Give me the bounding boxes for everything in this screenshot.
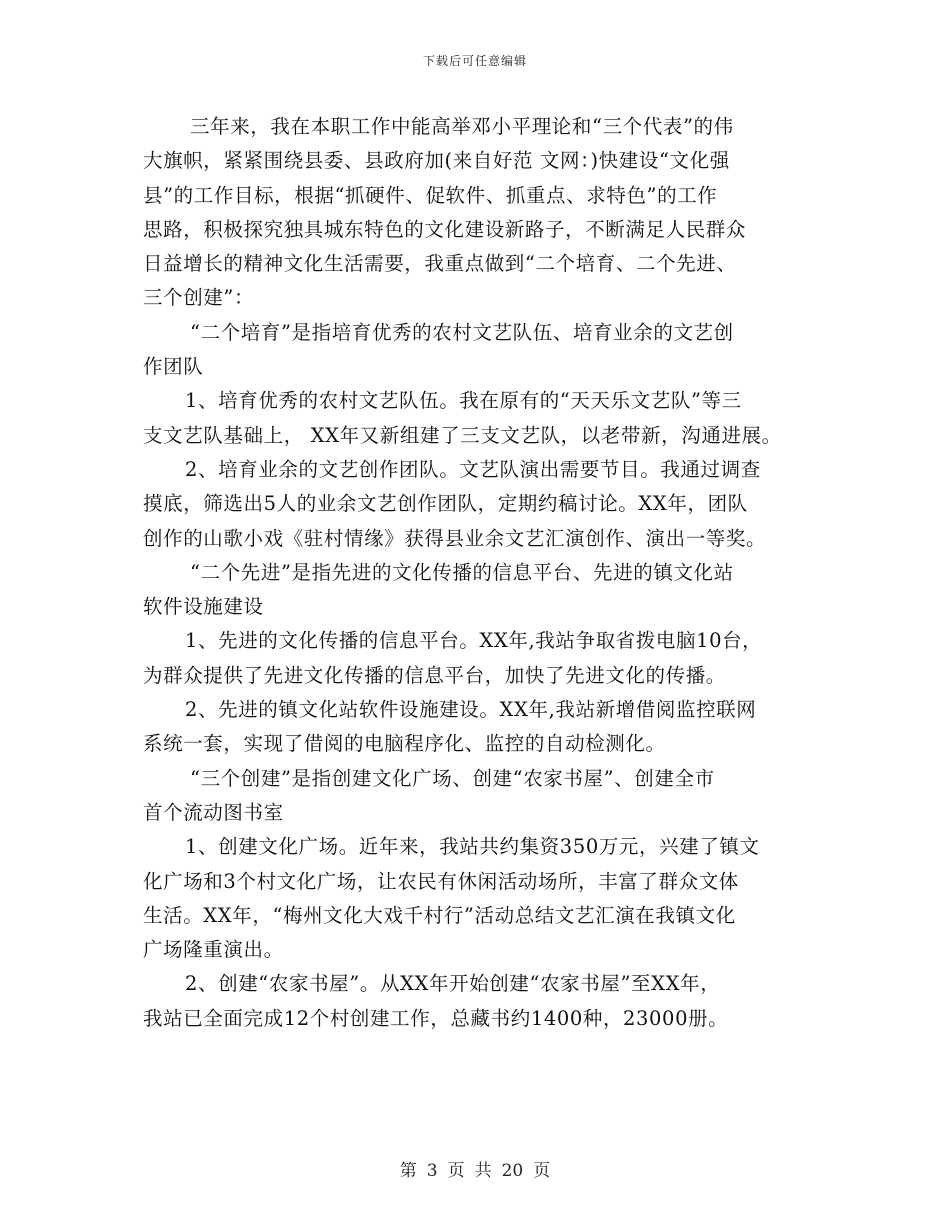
paragraph-line: 化广场和3个村文化广场，让农民有休闲活动场所，丰富了群众文体 [143, 869, 739, 893]
paragraph-line: 大旗帜，紧紧围绕县委、县政府加(来自好范 文网：)快建设“文化强 [143, 149, 730, 173]
section-heading-line: “二个培育”是指培育优秀的农村文艺队伍、培育业余的文艺创 [190, 320, 734, 344]
current-page-number: 3 [426, 1161, 438, 1181]
paragraph-line: 系统一套，实现了借阅的电脑程序化、监控的自动检测化。 [143, 732, 666, 756]
paragraph-line: 1、先进的文化传播的信息平台。XX年,我站争取省拨电脑10台， [185, 629, 763, 653]
paragraph-line: 日益增长的精神文化生活需要，我重点做到“二个培育、二个先进、 [143, 252, 737, 276]
paragraph-line: 2、先进的镇文化站软件设施建设。XX年,我站新增借阅监控联网 [185, 698, 757, 722]
paragraph-line: 三个创建”： [143, 286, 255, 310]
paragraph-line: 县”的工作目标，根据“抓硬件、促软件、抓重点、求特色”的工作 [143, 183, 718, 207]
page-label-mid: 页 [447, 1161, 465, 1181]
section-heading-line: “二个先进”是指先进的文化传播的信息平台、先进的镇文化站 [190, 560, 734, 584]
section-heading-line: 软件设施建设 [143, 595, 264, 619]
paragraph-line: 思路，积极探究独具城东特色的文化建设新路子，不断满足人民群众 [143, 217, 747, 241]
section-heading-line: 首个流动图书室 [143, 800, 284, 824]
paragraph-line: 支文艺队基础上， XX年又新组建了三支文艺队，以老带新，沟通进展。 [143, 423, 782, 447]
total-label-suffix: 页 [533, 1161, 551, 1181]
paragraph-line: 我站已全面完成12个村创建工作，总藏书约1400种，23000册。 [143, 1006, 729, 1030]
section-heading-line: 作团队 [143, 355, 204, 379]
paragraph-line: 2、创建“农家书屋”。从XX年开始创建“农家书屋”至XX年， [185, 972, 721, 996]
paragraph-line: 为群众提供了先进文化传播的信息平台，加快了先进文化的传播。 [143, 663, 726, 687]
paragraph-line: 摸底，筛选出5人的业余文艺创作团队，定期约稿讨论。XX年，团队 [143, 492, 748, 516]
paragraph-line: 三年来，我在本职工作中能高举邓小平理论和“三个代表”的伟 [190, 115, 734, 138]
paragraph-line: 1、创建文化广场。近年来，我站共约集资350万元，兴建了镇文 [185, 835, 760, 859]
total-label-prefix: 共 [474, 1161, 492, 1181]
page-header: 下载后可任意编辑 [422, 54, 527, 68]
page-label-prefix: 第 [399, 1161, 417, 1181]
document-body [143, 110, 808, 1036]
paragraph-line: 生活。XX年，“梅州文化大戏千村行”活动总结文艺汇演在我镇文化 [143, 903, 736, 927]
paragraph-line: 2、培育业余的文艺创作团队。文艺队演出需要节目。我通过调查 [185, 457, 761, 481]
page-footer [0, 1156, 950, 1181]
total-pages-number: 20 [501, 1161, 524, 1181]
paragraph-line: 创作的山歌小戏《驻村情缘》获得县业余文艺汇演创作、演出一等奖。 [143, 526, 767, 550]
section-heading-line: “三个创建”是指创建文化广场、创建“农家书屋”、创建全市 [190, 766, 715, 790]
paragraph-line: 广场隆重演出。 [143, 938, 284, 962]
paragraph-line: 1、培育优秀的农村文艺队伍。我在原有的“天天乐文艺队”等三 [185, 389, 742, 413]
